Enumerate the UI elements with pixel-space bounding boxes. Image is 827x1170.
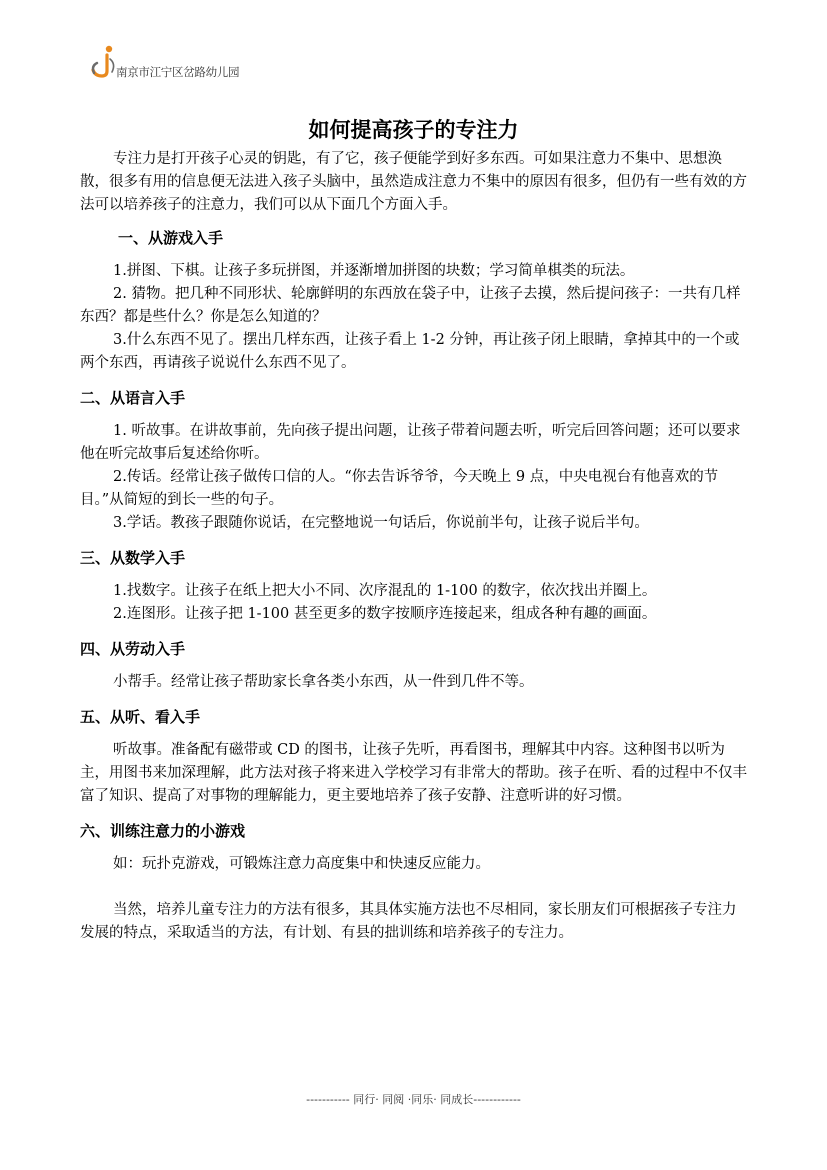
school-name: 南京市江宁区岔路幼儿园 [116, 65, 240, 79]
kindergarten-logo-icon [88, 44, 118, 80]
section-heading-math: 三、从数学入手 [80, 549, 186, 567]
list-item: 3.学话。教孩子跟随你说话，在完整地说一句话后，你说前半句，让孩子说后半句。 [113, 515, 649, 531]
list-item: 小帮手。经常让孩子帮助家长拿各类小东西，从一件到几件不等。 [113, 674, 534, 690]
conclusion-paragraph: 当然，培养儿童专注力的方法有很多，其具体实施方法也不尽相同，家长朋友们可根据孩子专注力发展的特点，采取适当的方法，有计划、有县的拙训练和培养孩子的专注力。 [80, 902, 737, 941]
section-heading-attention-games: 六、训练注意力的小游戏 [80, 822, 246, 840]
section-heading-language: 二、从语言入手 [80, 389, 186, 407]
list-item: 1.找数字。让孩子在纸上把大小不同、次序混乱的 1-100 的数字，依次找出并圈上。 [113, 583, 657, 599]
document-title: 如何提高孩子的专注力 [308, 118, 519, 142]
list-item: 3.什么东西不见了。摆出几样东西，让孩子看上 1-2 分钟，再让孩子闭上眼睛，拿掉其中的一个或两个东西，再请孩子说说什么东西不见了。 [80, 332, 740, 371]
list-item: 2.传话。经常让孩子做传口信的人。“你去告诉爷爷，今天晚上 9 点，中央电视台有他喜欢的节目。”从简短的到长一些的句子。 [80, 469, 719, 508]
document-body [80, 148, 750, 945]
list-item: 如：玩扑克游戏，可锻炼注意力高度集中和快速反应能力。 [113, 856, 490, 872]
list-item: 1. 听故事。在讲故事前，先向孩子提出问题，让孩子带着问题去听，听完后回答问题；还可以要求他在听完故事后复述给你听。 [80, 423, 741, 462]
list-item: 2.连图形。让孩子把 1-100 甚至更多的数字按顺序连接起来，组成各种有趣的画面。 [113, 606, 657, 622]
intro-paragraph: 专注力是打开孩子心灵的钥匙，有了它，孩子便能学到好多东西。可如果注意力不集中、思想涣散，很多有用的信息便无法进入孩子头脑中，虽然造成注意力不集中的原因有很多，但仍有一些有效的方法可以培养孩子的注意力，我们可以从下面几个方面入手。 [80, 151, 747, 213]
list-item: 1.拼图、下棋。让孩子多玩拼图，并逐渐增加拼图的块数；学习简单棋类的玩法。 [113, 263, 635, 279]
list-item: 2. 猜物。把几种不同形状、轮廓鲜明的东西放在袋子中，让孩子去摸，然后提问孩子：一共有几样东西？都是些什么？你是怎么知道的？ [80, 286, 741, 325]
section-heading-games: 一、从游戏入手 [118, 229, 224, 247]
section-heading-listening: 五、从听、看入手 [80, 708, 201, 726]
section-heading-labor: 四、从劳动入手 [80, 640, 186, 658]
page-footer: ----------- 同行· 同阅 ·同乐· 同成长------------ [306, 1093, 521, 1106]
list-item: 听故事。准备配有磁带或 CD 的图书，让孩子先听，再看图书，理解其中内容。这种图书以听为主，用图书来加深理解，此方法对孩子将来进入学校学习有非常大的帮助。孩子在听、看的过程中不仅丰富了知识、提高了对事物的理解能力，更主要地培养了孩子安静、注意听讲的好习惯。 [80, 742, 747, 804]
